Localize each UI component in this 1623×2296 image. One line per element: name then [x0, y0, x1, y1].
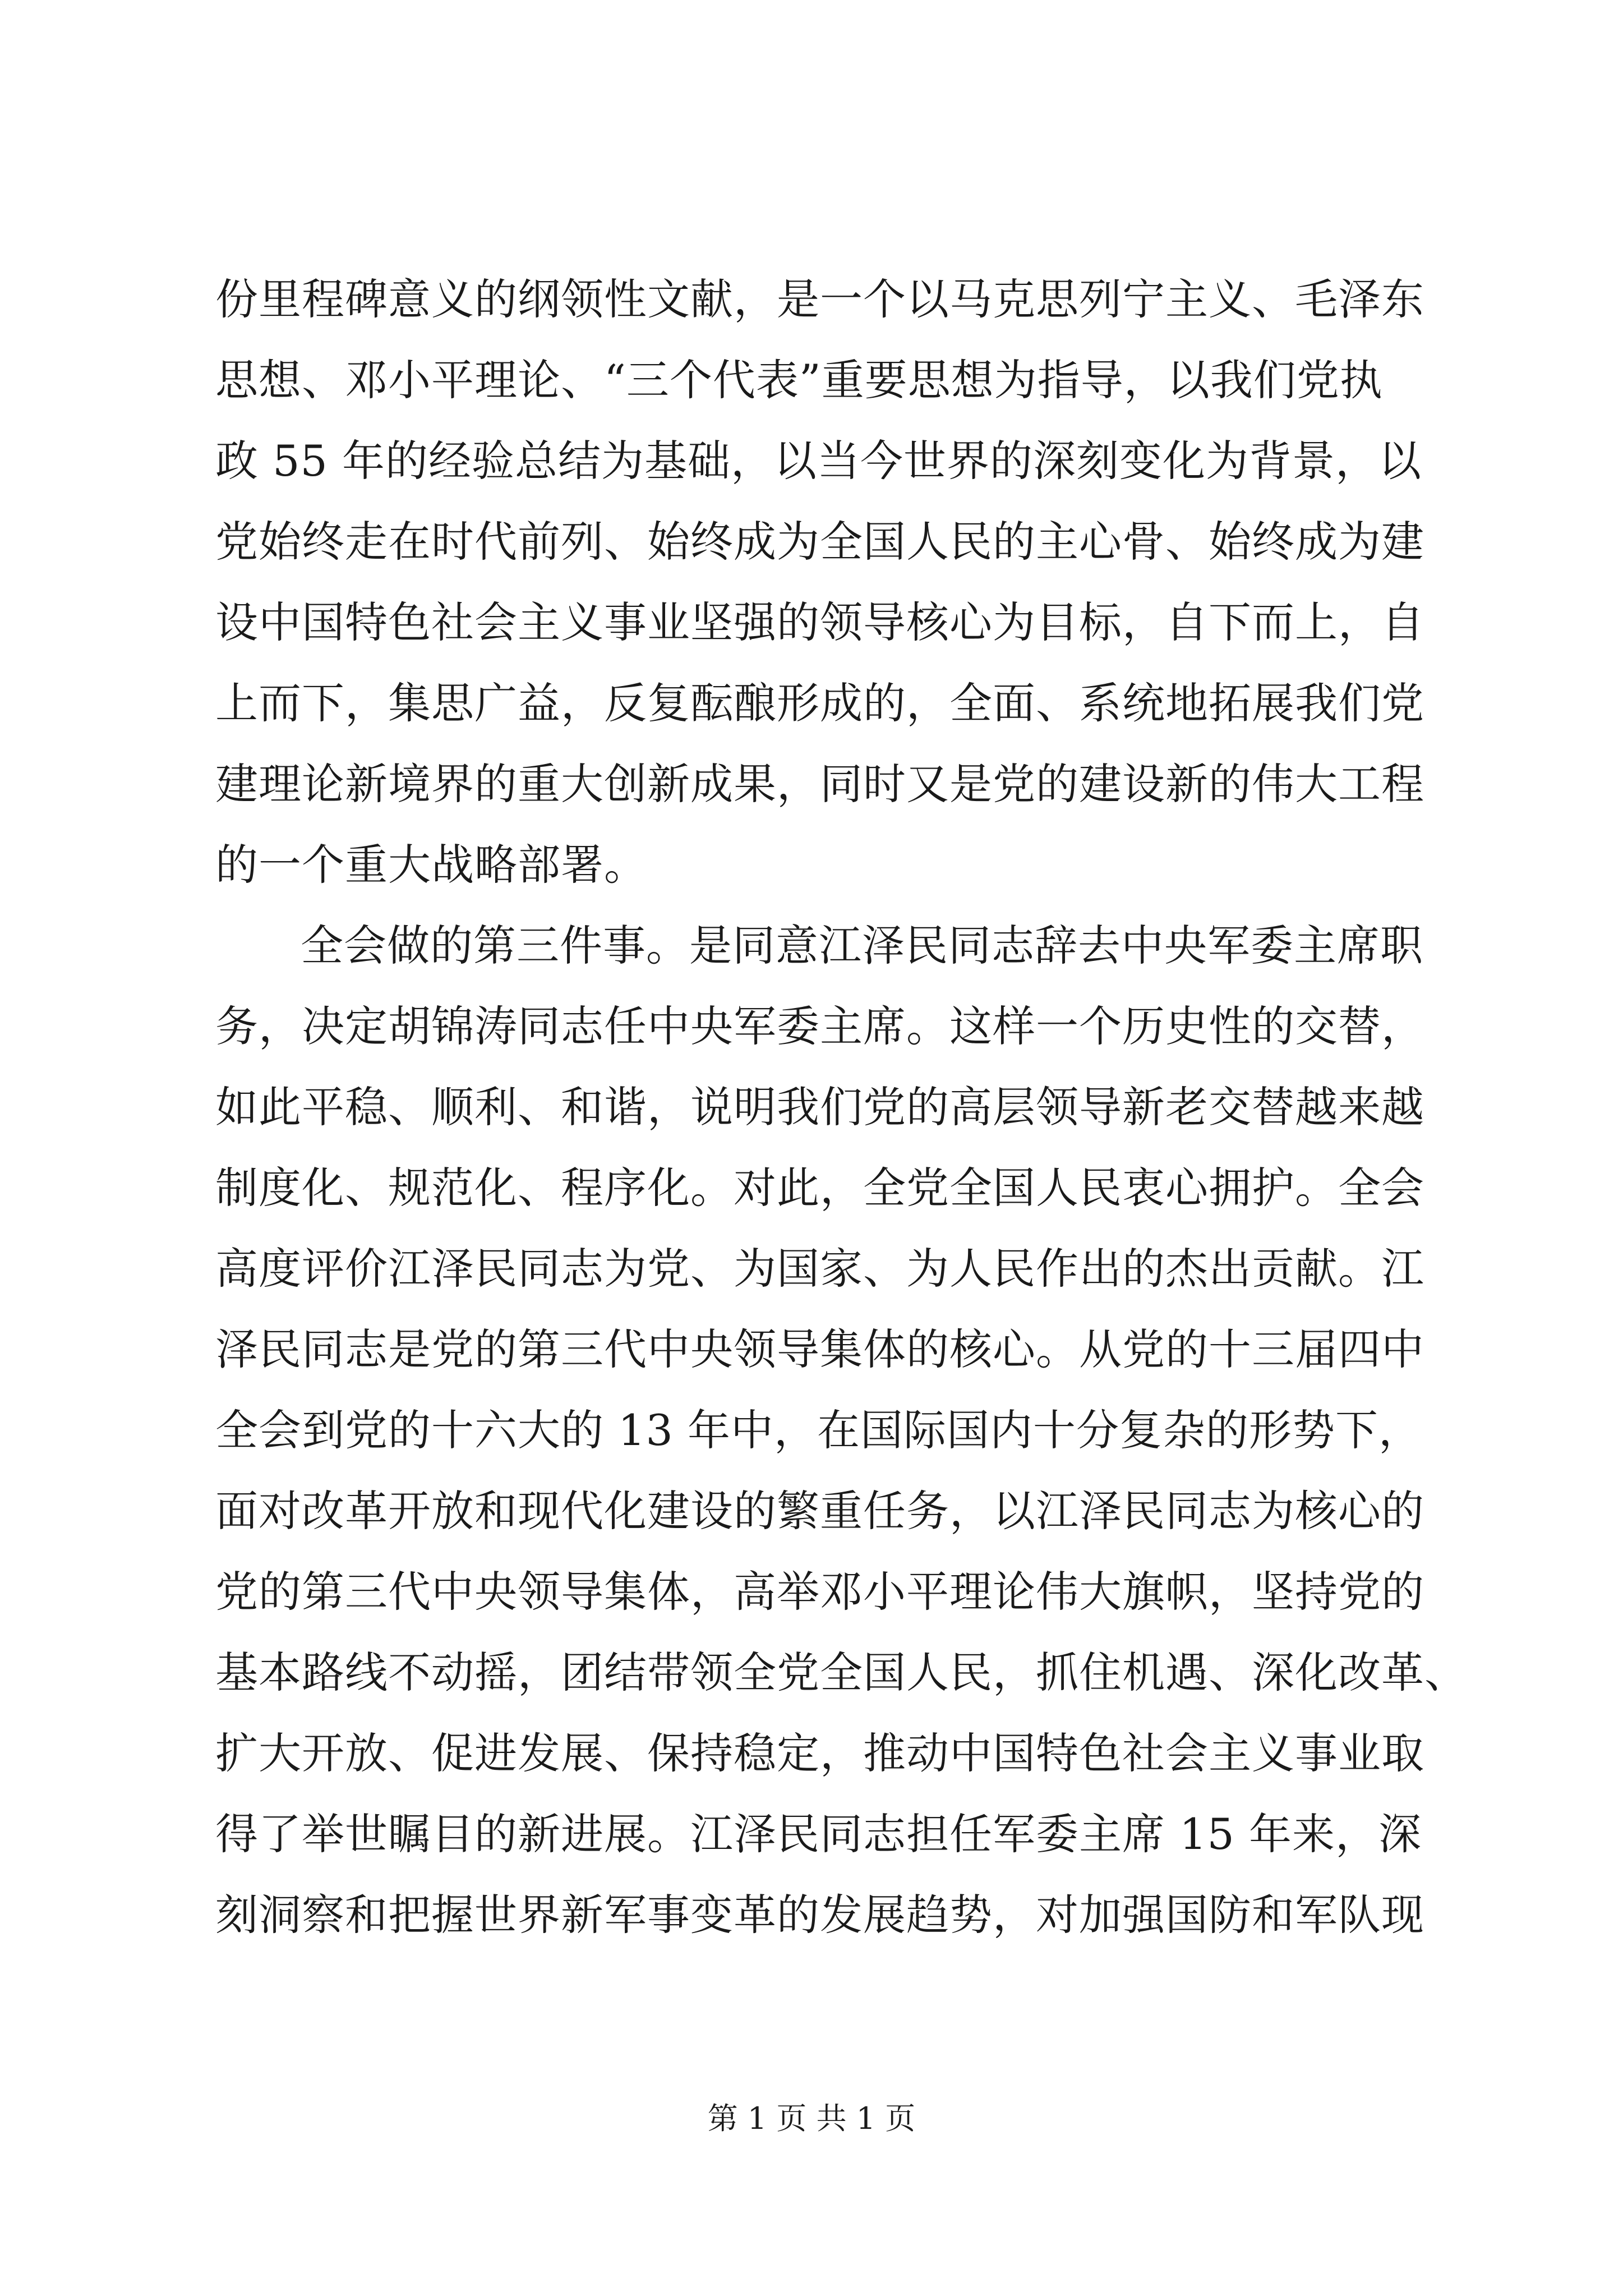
text-line: 份里程碑意义的纲领性文献，是一个以马克思列宁主义、毛泽东 — [215, 274, 1424, 324]
text-line: 思想、邓小平理论、“三个代表”重要思想为指导，以我们党执 — [215, 355, 1383, 405]
page-number-footer: 第 1 页 共 1 页 — [707, 2101, 916, 2136]
text-line: 设中国特色社会主义事业坚强的领导核心为目标，自下而上，自 — [215, 597, 1424, 647]
text-line: 泽民同志是党的第三代中央领导集体的核心。从党的十三届四中 — [215, 1324, 1424, 1374]
text-line: 建理论新境界的重大创新成果，同时又是党的建设新的伟大工程 — [215, 759, 1424, 809]
text-line: 高度评价江泽民同志为党、为国家、为人民作出的杰出贡献。江 — [215, 1244, 1424, 1294]
text-line: 全会到党的十六大的 13 年中，在国际国内十分复杂的形势下， — [215, 1405, 1422, 1455]
text-line: 基本路线不动摇，团结带领全党全国人民，抓住机遇、深化改革、 — [215, 1648, 1468, 1697]
text-line: 刻洞察和把握世界新军事变革的发展趋势，对加强国防和军队现 — [215, 1890, 1424, 1940]
text-line: 制度化、规范化、程序化。对此，全党全国人民衷心拥护。全会 — [215, 1163, 1424, 1213]
text-line: 政 55 年的经验总结为基础，以当今世界的深刻变化为背景，以 — [215, 436, 1422, 486]
text-line: 务，决定胡锦涛同志任中央军委主席。这样一个历史性的交替， — [215, 1001, 1424, 1051]
text-line: 的一个重大战略部署。 — [215, 840, 647, 890]
text-line: 党始终走在时代前列、始终成为全国人民的主心骨、始终成为建 — [215, 517, 1424, 567]
body-text — [215, 259, 1468, 1955]
text-line: 得了举世瞩目的新进展。江泽民同志担任军委主席 15 年来，深 — [215, 1809, 1422, 1859]
text-line: 如此平稳、顺利、和谐，说明我们党的高层领导新老交替越来越 — [215, 1082, 1424, 1132]
paragraph-first-line: 全会做的第三件事。是同意江泽民同志辞去中央军委主席职 — [301, 921, 1423, 970]
text-line: 面对改革开放和现代化建设的繁重任务，以江泽民同志为核心的 — [215, 1486, 1424, 1536]
text-line: 扩大开放、促进发展、保持稳定，推动中国特色社会主义事业取 — [215, 1728, 1424, 1778]
text-line: 党的第三代中央领导集体，高举邓小平理论伟大旗帜，坚持党的 — [215, 1567, 1424, 1617]
text-line: 上而下，集思广益，反复酝酿形成的，全面、系统地拓展我们党 — [215, 678, 1424, 728]
